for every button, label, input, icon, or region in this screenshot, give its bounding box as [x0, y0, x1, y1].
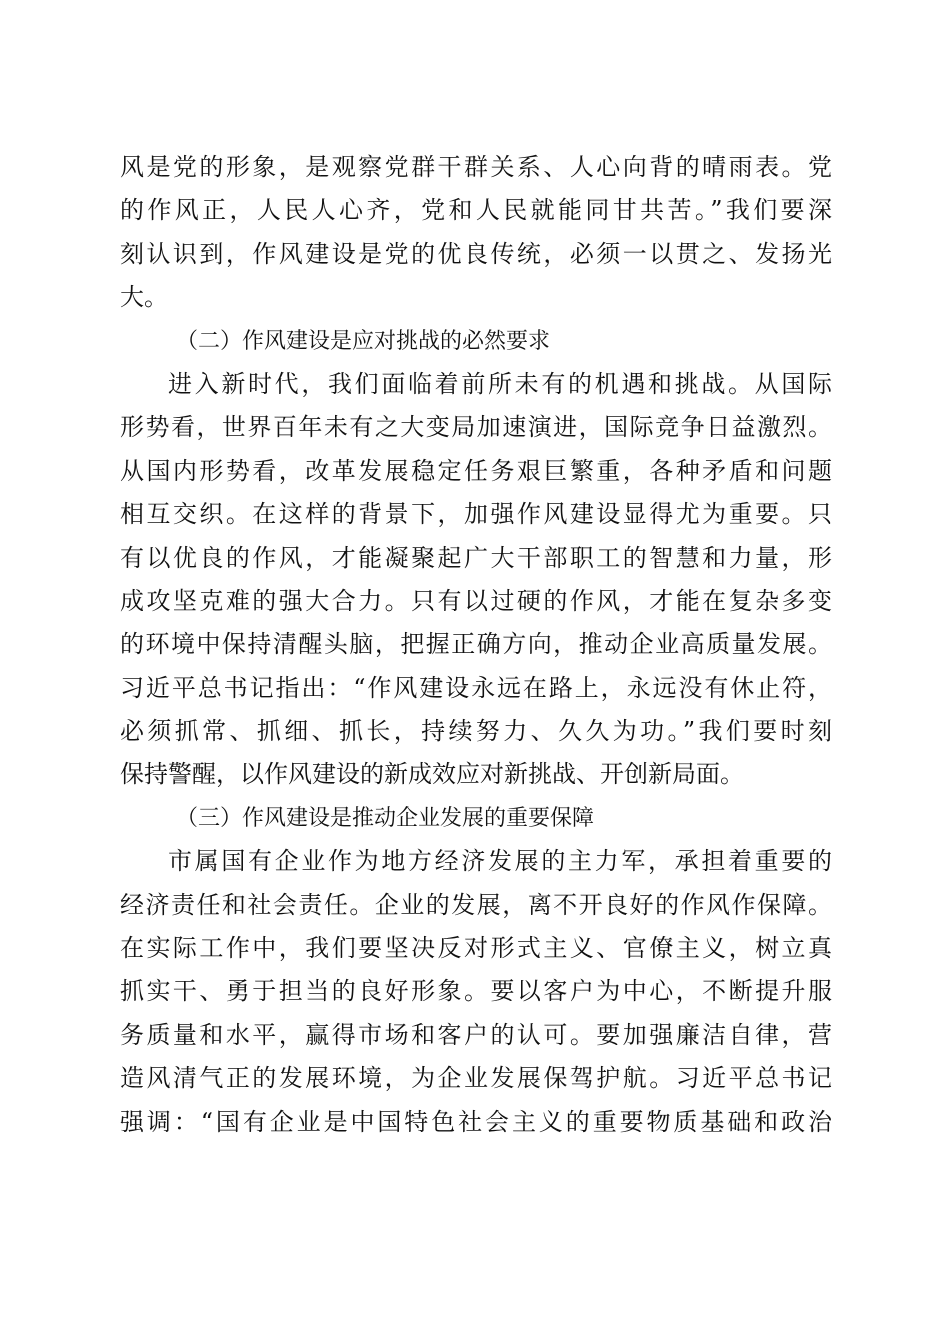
paragraph-1 — [120, 146, 832, 320]
text-line: 必须抓常、抓细、抓长，持续努力、久久为功。”我们要时刻 — [120, 717, 832, 746]
text-line: 形势看，世界百年未有之大变局加速演进，国际竞争日益激烈。 — [120, 413, 832, 442]
text-line: 经济责任和社会责任。企业的发展，离不开良好的作风作保障。 — [120, 890, 832, 919]
text-line: 市属国有企业作为地方经济发展的主力军，承担着重要的 — [168, 847, 832, 876]
text-line: 风是党的形象，是观察党群干群关系、人心向背的晴雨表。党 — [120, 153, 832, 181]
text-line: 的作风正，人民人心齐，党和人民就能同甘共苦。”我们要深 — [120, 196, 832, 225]
text-line: 相互交织。在这样的背景下，加强作风建设显得尤为重要。只 — [120, 500, 832, 529]
text-line: 的环境中保持清醒头脑，把握正确方向，推动企业高质量发展。 — [120, 630, 832, 659]
text-line: 抓实干、勇于担当的良好形象。要以客户为中心，不断提升服 — [120, 977, 832, 1006]
section-heading-3: （三）作风建设是推动企业发展的重要保障 — [176, 805, 595, 831]
section-heading-2: （二）作风建设是应对挑战的必然要求 — [176, 328, 551, 354]
text-line: 务质量和水平，赢得市场和客户的认可。要加强廉洁自律，营 — [120, 1020, 832, 1049]
text-line: 进入新时代，我们面临着前所未有的机遇和挑战。从国际 — [168, 369, 832, 398]
text-line: 大。 — [120, 283, 168, 312]
text-line: 习近平总书记指出：“作风建设永远在路上，永远没有休止符， — [120, 673, 832, 702]
text-line: 有以优良的作风，才能凝聚起广大干部职工的智慧和力量，形 — [120, 543, 832, 572]
text-line: 造风清气正的发展环境，为企业发展保驾护航。习近平总书记 — [120, 1064, 832, 1093]
paragraph-3 — [120, 840, 832, 1144]
text-line: 成攻坚克难的强大合力。只有以过硬的作风，才能在复杂多变 — [120, 586, 832, 615]
text-line: 在实际工作中，我们要坚决反对形式主义、官僚主义，树立真 — [120, 934, 832, 963]
paragraph-2 — [120, 363, 832, 797]
text-line: 刻认识到，作风建设是党的优良传统，必须一以贯之、发扬光 — [120, 239, 832, 268]
document-page — [120, 146, 832, 1144]
text-line: 保持警醒，以作风建设的新成效应对新挑战、开创新局面。 — [120, 760, 744, 789]
text-line: 强调：“国有企业是中国特色社会主义的重要物质基础和政治 — [120, 1107, 832, 1136]
text-line: 从国内形势看，改革发展稳定任务艰巨繁重，各种矛盾和问题 — [120, 456, 832, 485]
